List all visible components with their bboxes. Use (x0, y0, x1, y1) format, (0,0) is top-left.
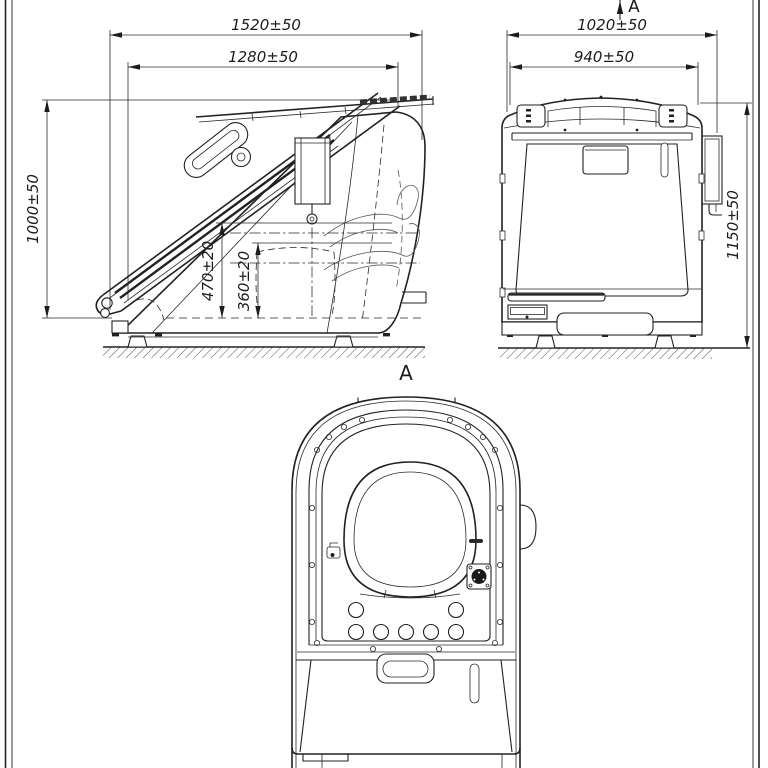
sensor-slot (469, 539, 483, 543)
cabinet-handle (377, 654, 434, 683)
vent-slot (661, 143, 668, 177)
view-a (292, 361, 536, 768)
machine-foot (128, 336, 147, 347)
view-a-label: А (399, 361, 413, 385)
machine-body-outline (120, 112, 425, 333)
lid-roller (102, 298, 112, 308)
knob (232, 148, 251, 167)
side-box (702, 136, 722, 215)
dim-overall-width: 1020±50 (577, 16, 647, 34)
dim-lower-level: 360±20 (235, 250, 253, 312)
drain-pipe (709, 204, 722, 215)
ground-hatch (500, 348, 712, 359)
base-cover (557, 313, 653, 335)
side-view (96, 93, 434, 358)
machine-foot (655, 336, 674, 348)
machine-foot (334, 336, 353, 347)
window-outer (344, 462, 476, 597)
front-view (498, 96, 750, 359)
dim-body-width: 940±50 (573, 48, 635, 66)
ground-hatch (103, 347, 425, 358)
hinge-tab (520, 505, 536, 549)
dim-overall-length: 1520±50 (231, 16, 301, 34)
power-connector (467, 564, 491, 589)
cabinet-slot (470, 664, 479, 703)
lid-roller (101, 309, 110, 318)
dim-lid-length: 1280±50 (228, 48, 298, 66)
dim-overall-height: 1000±50 (24, 174, 42, 244)
machine-foot (536, 336, 555, 348)
dim-upper-level: 470±20 (199, 240, 217, 302)
foot-pad (383, 333, 390, 336)
side-pipe (402, 292, 426, 303)
view-direction-label: А (628, 0, 640, 17)
hook-eye (307, 214, 317, 224)
lid-base-block (112, 321, 128, 333)
dim-front-height: 1150±50 (724, 190, 742, 260)
